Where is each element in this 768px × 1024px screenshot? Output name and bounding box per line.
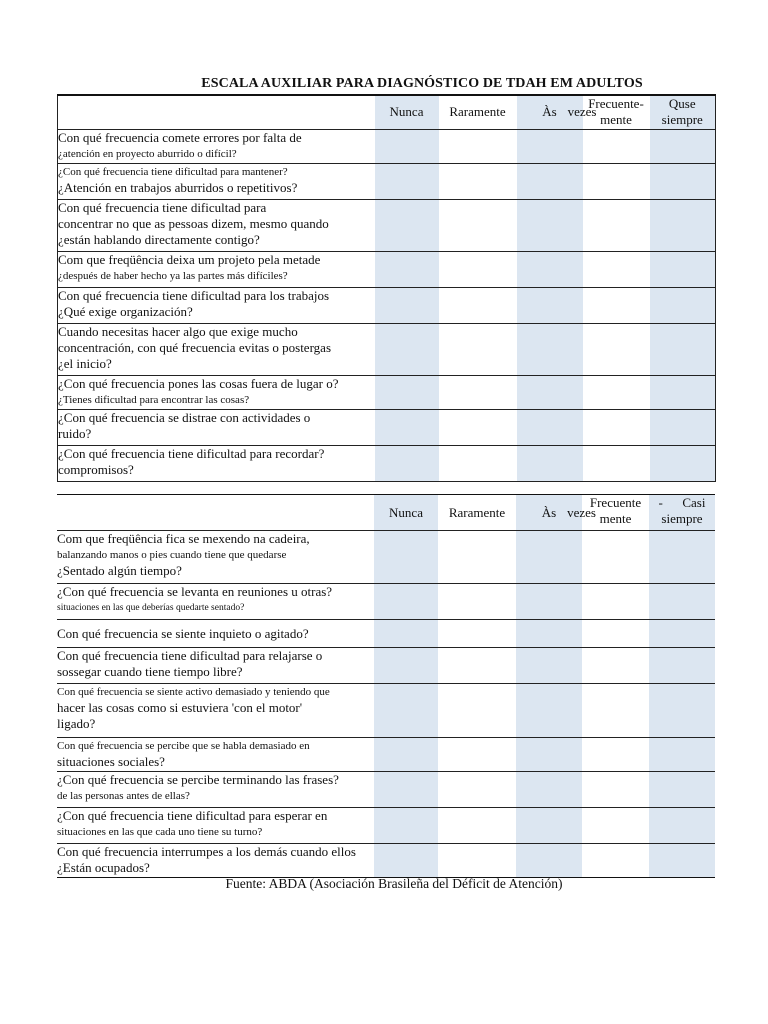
scale-table-hyperactivity [57, 494, 715, 878]
header-casi-siempre [650, 95, 716, 129]
header-casi-line1: Quse [668, 96, 696, 112]
answer-as-vezes-cell[interactable] [516, 584, 582, 620]
question-cell [58, 129, 375, 163]
question-header-cell [57, 495, 374, 531]
question-cell [58, 199, 375, 251]
answer-casi-siempre-cell[interactable] [649, 648, 715, 684]
answer-raramente-cell[interactable] [439, 409, 517, 445]
table-row [58, 409, 716, 445]
header-casi-line2: siempre [661, 112, 703, 128]
answer-casi-siempre-cell[interactable] [649, 844, 715, 878]
answer-nunca-cell[interactable] [374, 844, 438, 878]
answer-nunca-cell[interactable] [375, 445, 439, 481]
answer-raramente-cell[interactable] [438, 772, 516, 808]
question-text-line: ¿Con qué frecuencia se distrae con actividades o [58, 409, 311, 425]
header-raramente: Raramente [448, 504, 506, 520]
answer-raramente-cell[interactable] [438, 620, 516, 648]
answer-raramente-cell[interactable] [439, 251, 517, 287]
table-row [57, 584, 715, 620]
answer-nunca-cell[interactable] [375, 199, 439, 251]
header-vezes: vezes [567, 104, 597, 120]
question-text-line: ¿el inicio? [58, 355, 112, 371]
answer-raramente-cell[interactable] [439, 323, 517, 375]
answer-frecuentemente-cell[interactable] [583, 251, 650, 287]
header-casi-line1: - Casi [658, 495, 706, 510]
table-row [57, 620, 715, 648]
answer-casi-siempre-cell[interactable] [650, 287, 716, 323]
answer-casi-siempre-cell[interactable] [650, 251, 716, 287]
answer-nunca-cell[interactable] [374, 684, 438, 738]
table-row [57, 684, 715, 738]
answer-frecuentemente-cell[interactable] [582, 808, 649, 844]
answer-as-vezes-cell[interactable] [517, 323, 583, 375]
question-cell [57, 584, 374, 620]
table-header-row [58, 95, 716, 129]
header-nunca: Nunca [375, 95, 439, 129]
answer-nunca-cell[interactable] [374, 531, 438, 584]
answer-frecuentemente-cell[interactable] [583, 409, 650, 445]
answer-raramente-cell[interactable] [439, 129, 517, 163]
header-raramente: Raramente [449, 104, 506, 120]
question-text-line: Cuando necesitas hacer algo que exige mucho [58, 323, 298, 339]
table-row [57, 738, 715, 772]
answer-nunca-cell[interactable] [375, 323, 439, 375]
answer-as-vezes-cell[interactable] [516, 620, 582, 648]
answer-nunca-cell[interactable] [374, 584, 438, 620]
answer-raramente-cell[interactable] [438, 808, 516, 844]
answer-nunca-cell[interactable] [374, 738, 438, 772]
question-text-line: ¿Atención en trabajos aburridos o repetitivos? [58, 179, 298, 195]
answer-as-vezes-cell[interactable] [516, 684, 582, 738]
question-text-line: ¿Con qué frecuencia pones las cosas fuera de lugar o? [58, 375, 339, 391]
table-row [58, 287, 716, 323]
question-text-line: ¿Están ocupados? [57, 860, 150, 875]
question-text-line: ligado? [57, 716, 96, 731]
question-text-line: sossegar cuando tiene tiempo libre? [57, 664, 243, 679]
answer-casi-siempre-cell[interactable] [649, 772, 715, 808]
answer-nunca-cell[interactable] [375, 163, 439, 199]
header-frecuente-line2: mente [599, 511, 632, 526]
answer-raramente-cell[interactable] [438, 531, 516, 584]
header-frecuentemente [582, 495, 649, 531]
table-header-row [57, 495, 715, 531]
header-casi-siempre [649, 495, 715, 531]
answer-frecuentemente-cell[interactable] [582, 684, 649, 738]
answer-raramente-cell[interactable] [438, 738, 516, 772]
header-nunca: Nunca [374, 495, 438, 531]
question-text-line: ¿atención en proyecto aburrido o difícil? [58, 147, 237, 160]
question-text-line: Con qué frecuencia tiene dificultad para relajarse o [57, 648, 323, 663]
answer-frecuentemente-cell[interactable] [583, 287, 650, 323]
table-row [58, 199, 716, 251]
answer-casi-siempre-cell[interactable] [650, 163, 716, 199]
question-cell [57, 738, 374, 772]
question-cell [57, 684, 374, 738]
table-row [57, 808, 715, 844]
question-cell [57, 620, 374, 648]
question-text-line: concentración, con qué frecuencia evitas o postergas [58, 339, 331, 355]
question-text-line: ruido? [58, 425, 92, 441]
question-text-line: ¿Con qué frecuencia tiene dificultad para recordar? [58, 445, 325, 461]
question-text-line: ¿Con qué frecuencia tiene dificultad para mantener? [58, 165, 288, 178]
answer-frecuentemente-cell[interactable] [582, 584, 649, 620]
answer-casi-siempre-cell[interactable] [649, 684, 715, 738]
answer-casi-siempre-cell[interactable] [650, 375, 716, 409]
answer-as-vezes-cell[interactable] [517, 409, 583, 445]
table-row [58, 251, 716, 287]
answer-casi-siempre-cell[interactable] [650, 199, 716, 251]
question-cell [58, 163, 375, 199]
answer-as-vezes-cell[interactable] [517, 375, 583, 409]
question-header-cell [58, 95, 375, 129]
question-cell [57, 844, 374, 878]
header-vezes: vezes [567, 504, 596, 520]
table-row [57, 772, 715, 808]
source-footnote: Fuente: ABDA (Asociación Brasileña del Déficit de Atención) [225, 876, 563, 891]
question-text-line: hacer las cosas como si estuviera 'con el motor' [57, 700, 303, 715]
answer-frecuentemente-cell[interactable] [583, 445, 650, 481]
question-text-line: situaciones sociales? [57, 754, 165, 769]
answer-as-vezes-cell[interactable] [516, 648, 582, 684]
answer-nunca-cell[interactable] [375, 409, 439, 445]
answer-as-vezes-cell[interactable] [516, 531, 582, 584]
answer-nunca-cell[interactable] [374, 808, 438, 844]
question-text-line: ¿después de haber hecho ya las partes más difíciles? [58, 269, 288, 282]
answer-as-vezes-cell[interactable] [517, 129, 583, 163]
question-text-line: ¿Qué exige organización? [58, 303, 193, 319]
answer-nunca-cell[interactable] [374, 772, 438, 808]
answer-raramente-cell[interactable] [439, 375, 517, 409]
header-frecuentemente [583, 95, 650, 129]
answer-frecuentemente-cell[interactable] [582, 738, 649, 772]
answer-frecuentemente-cell[interactable] [583, 375, 650, 409]
question-text-line: situaciones en las que deberías quedarte sentado? [57, 603, 245, 613]
question-text-line: compromisos? [58, 461, 134, 477]
page-title: ESCALA AUXILIAR PARA DIAGNÓSTICO DE TDAH EM ADULTOS [201, 76, 643, 91]
answer-raramente-cell[interactable] [438, 684, 516, 738]
question-cell [57, 808, 374, 844]
answer-raramente-cell[interactable] [439, 445, 517, 481]
question-text-line: concentrar no que as pessoas dizem, mesmo quando [58, 215, 329, 231]
answer-frecuentemente-cell[interactable] [583, 199, 650, 251]
answer-nunca-cell[interactable] [375, 129, 439, 163]
table-row [57, 844, 715, 878]
answer-casi-siempre-cell[interactable] [649, 620, 715, 648]
header-frecuente-line2: mente [600, 112, 632, 127]
question-text-line: ¿están hablando directamente contigo? [58, 231, 260, 247]
question-text-line: Con qué frecuencia interrumpes a los demás cuando ellos [57, 844, 356, 859]
answer-nunca-cell[interactable] [375, 251, 439, 287]
question-cell [58, 445, 375, 481]
answer-casi-siempre-cell[interactable] [650, 129, 716, 163]
header-frecuente-line1: Frecuente- [588, 96, 644, 111]
answer-nunca-cell[interactable] [375, 375, 439, 409]
answer-as-vezes-cell[interactable] [516, 808, 582, 844]
answer-frecuentemente-cell[interactable] [583, 323, 650, 375]
answer-casi-siempre-cell[interactable] [649, 808, 715, 844]
question-text-line: ¿Con qué frecuencia se percibe terminando las frases? [57, 772, 339, 787]
header-frecuente-line1: Frecuente [589, 495, 642, 510]
table-row [58, 375, 716, 409]
answer-raramente-cell[interactable] [438, 648, 516, 684]
table-row [57, 648, 715, 684]
answer-as-vezes-cell[interactable] [516, 772, 582, 808]
question-text-line: de las personas antes de ellas? [57, 790, 190, 802]
question-cell [58, 375, 375, 409]
answer-frecuentemente-cell[interactable] [582, 620, 649, 648]
answer-as-vezes-cell[interactable] [517, 287, 583, 323]
answer-raramente-cell[interactable] [439, 199, 517, 251]
answer-casi-siempre-cell[interactable] [649, 584, 715, 620]
answer-as-vezes-cell[interactable] [516, 844, 582, 878]
question-cell [57, 531, 374, 584]
answer-casi-siempre-cell[interactable] [650, 323, 716, 375]
header-casi-line2: siempre [661, 511, 703, 526]
table-row [57, 531, 715, 584]
table-row [58, 129, 716, 163]
answer-frecuentemente-cell[interactable] [582, 531, 649, 584]
question-text-line: ¿Con qué frecuencia se levanta en reuniones u otras? [57, 584, 333, 599]
question-cell [57, 648, 374, 684]
header-as: Às [541, 504, 557, 520]
question-cell [58, 323, 375, 375]
answer-as-vezes-cell[interactable] [517, 199, 583, 251]
question-cell [57, 772, 374, 808]
answer-raramente-cell[interactable] [438, 584, 516, 620]
header-as: Às [542, 104, 557, 120]
header-as-vezes [517, 95, 597, 129]
question-text-line: Con qué frecuencia se percibe que se habla demasiado en [57, 740, 310, 752]
answer-frecuentemente-cell[interactable] [583, 163, 650, 199]
question-text-line: ¿Con qué frecuencia tiene dificultad para esperar en [57, 808, 328, 823]
answer-as-vezes-cell[interactable] [516, 738, 582, 772]
answer-frecuentemente-cell[interactable] [582, 648, 649, 684]
answer-raramente-cell[interactable] [439, 287, 517, 323]
table-row [58, 163, 716, 199]
question-text-line: Con qué frecuencia tiene dificultad para los trabajos [58, 287, 330, 303]
answer-frecuentemente-cell[interactable] [582, 772, 649, 808]
table-row [58, 323, 716, 375]
question-text-line: balanzando manos o pies cuando tiene que quedarse [57, 549, 287, 561]
question-cell [58, 287, 375, 323]
question-text-line: Com que freqüência fica se mexendo na cadeira, [57, 531, 310, 546]
question-text-line: ¿Sentado algún tiempo? [57, 563, 182, 578]
question-text-line: ¿Tienes dificultad para encontrar las cosas? [58, 393, 250, 406]
answer-casi-siempre-cell[interactable] [649, 531, 715, 584]
answer-frecuentemente-cell[interactable] [583, 129, 650, 163]
answer-casi-siempre-cell[interactable] [649, 738, 715, 772]
answer-raramente-cell[interactable] [439, 163, 517, 199]
question-text-line: situaciones en las que cada uno tiene su turno? [57, 826, 263, 838]
question-cell [58, 409, 375, 445]
answer-casi-siempre-cell[interactable] [650, 445, 716, 481]
scale-table-inattention [57, 94, 716, 482]
answer-nunca-cell[interactable] [374, 620, 438, 648]
answer-casi-siempre-cell[interactable] [650, 409, 716, 445]
answer-as-vezes-cell[interactable] [517, 251, 583, 287]
question-text-line: Con qué frecuencia se siente activo demasiado y teniendo que [57, 686, 330, 698]
answer-frecuentemente-cell[interactable] [582, 844, 649, 878]
question-cell [58, 251, 375, 287]
answer-nunca-cell[interactable] [374, 648, 438, 684]
question-text-line: Con qué frecuencia tiene dificultad para [58, 199, 267, 215]
answer-nunca-cell[interactable] [375, 287, 439, 323]
question-text-line: Con qué frecuencia comete errores por falta de [58, 129, 302, 145]
table-row [58, 445, 716, 481]
question-text-line: Com que freqüência deixa um projeto pela metade [58, 251, 321, 267]
answer-as-vezes-cell[interactable] [517, 445, 583, 481]
answer-raramente-cell[interactable] [438, 844, 516, 878]
question-text-line: Con qué frecuencia se siente inquieto o agitado? [57, 625, 309, 641]
header-as-vezes [516, 495, 596, 531]
answer-as-vezes-cell[interactable] [517, 163, 583, 199]
